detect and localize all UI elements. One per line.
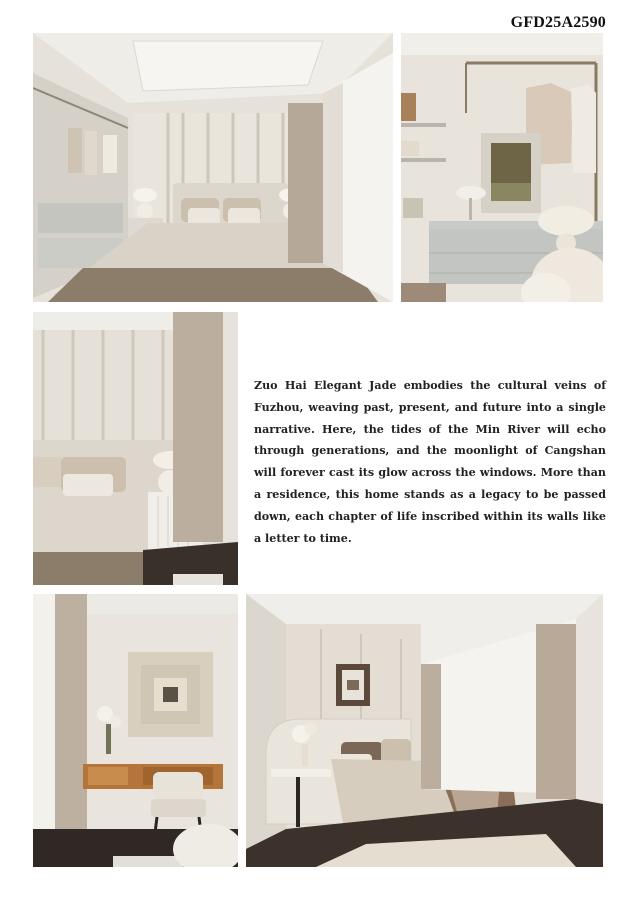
photo-vanity (33, 594, 238, 867)
photo-bedroom-side (33, 312, 238, 585)
document-code: GFD25A2590 (510, 14, 606, 31)
photo-guest-bedroom (246, 594, 603, 867)
photo-master-bedroom (33, 33, 393, 302)
photo-closet-detail (401, 33, 603, 302)
body-paragraph: Zuo Hai Elegant Jade embodies the cultural veins of Fuzhou, weaving past, present, and future into a single narrative. Here, the tides of the Min River will echo through generations, and the moonlight of Cangshan will forever cast its glow across the windows. More than a residence, this home stands as a legacy to be passed down, each chapter of life inscribed within its walls like a letter to time. (254, 379, 606, 545)
